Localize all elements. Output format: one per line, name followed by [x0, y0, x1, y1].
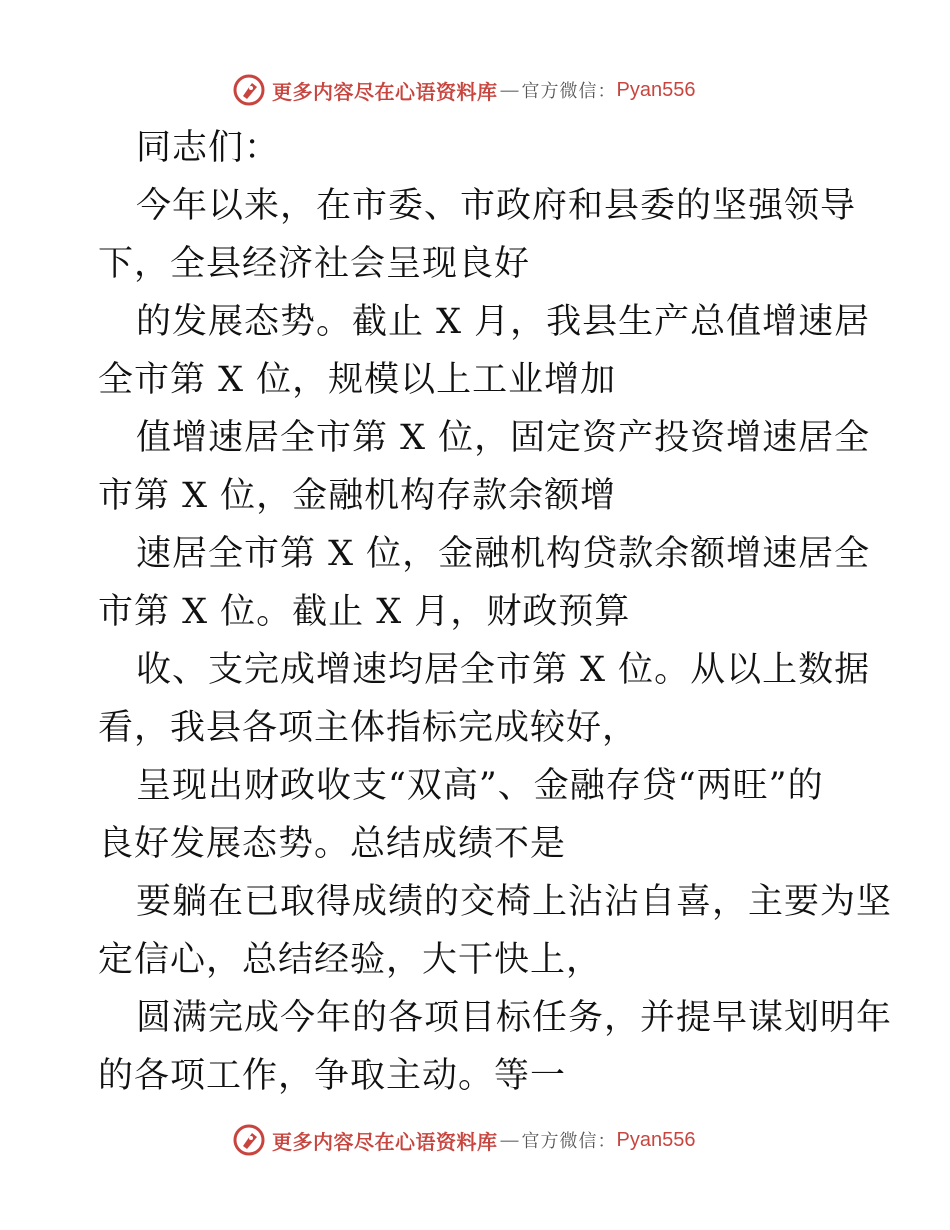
body-line: 定信心，总结经验，大干快上，	[98, 940, 603, 980]
body-line: 良好发展态势。总结成绩不是	[98, 824, 567, 864]
watermark-wechat-id: Pyan556	[616, 78, 696, 101]
body-line: 收、支完成增速均居全市第 X 位。从以上数据	[136, 650, 871, 690]
body-line: 市第 X 位。截止 X 月，财政预算	[98, 592, 631, 632]
body-line: 呈现出财政收支“双高”、金融存贷“两旺”的	[136, 766, 824, 806]
body-line: 市第 X 位，金融机构存款余额增	[98, 476, 617, 516]
watermark-wechat-label: 官方微信：	[521, 81, 617, 102]
body-line: 今年以来，在市委、市政府和县委的坚强领导	[136, 186, 857, 226]
pen-nib-circle-icon	[232, 73, 266, 107]
body-line: 速居全市第 X 位，金融机构贷款余额增速居全	[136, 534, 871, 574]
header-watermark	[232, 72, 732, 108]
watermark-slogan: 更多内容尽在心语资料库	[272, 1129, 498, 1154]
watermark-dash: —	[499, 1128, 520, 1152]
salutation-line: 同志们：	[136, 128, 281, 168]
watermark-slogan: 更多内容尽在心语资料库	[272, 79, 498, 104]
body-line: 圆满完成今年的各项目标任务，并提早谋划明年	[136, 998, 893, 1038]
body-line: 值增速居全市第 X 位，固定资产投资增速居全	[136, 418, 871, 458]
body-line: 看，我县各项主体指标完成较好，	[98, 708, 639, 748]
watermark-wechat-id: Pyan556	[616, 1128, 696, 1151]
body-line: 的发展态势。截止 X 月，我县生产总值增速居	[136, 302, 871, 342]
watermark-wechat-label: 官方微信：	[521, 1131, 617, 1152]
watermark-dash: —	[499, 78, 520, 102]
body-line: 全市第 X 位，规模以上工业增加	[98, 360, 617, 400]
body-line: 的各项工作，争取主动。等一	[98, 1056, 567, 1096]
pen-nib-circle-icon	[232, 1123, 266, 1157]
footer-watermark	[232, 1122, 732, 1158]
body-line: 要躺在已取得成绩的交椅上沾沾自喜，主要为坚	[136, 882, 893, 922]
body-line: 下，全县经济社会呈现良好	[98, 244, 531, 284]
